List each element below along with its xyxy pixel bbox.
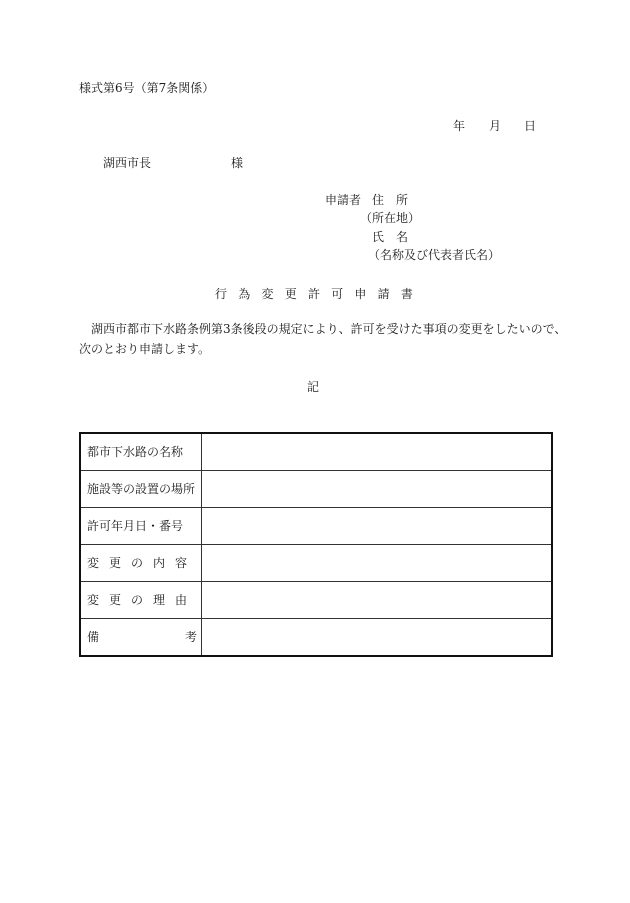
title-char: 書 <box>400 287 413 301</box>
title-char: 可 <box>331 287 344 301</box>
applicant-name-sub: （名称及び代表者氏名） <box>368 248 501 262</box>
row-label: 備 考 <box>80 619 202 657</box>
table-row <box>80 582 552 619</box>
applicant-role: 申請者 <box>325 193 362 207</box>
title-char: 許 <box>307 287 320 301</box>
addressee-name: 湖西市長 <box>103 156 152 170</box>
applicant-name-label: 氏 名 <box>372 230 409 244</box>
ki-marker: 記 <box>307 380 320 394</box>
date-year-label: 年 <box>453 119 466 133</box>
form-number: 様式第6号（第7条関係） <box>79 81 215 95</box>
table-row <box>80 619 552 657</box>
title-char: 申 <box>354 287 367 301</box>
document-title <box>215 288 413 300</box>
body-line-1: 湖西市都市下水路条例第3条後段の規定により、許可を受けた事項の変更をしたいので、 <box>91 322 567 336</box>
title-char: 変 <box>261 287 274 301</box>
table-row <box>80 508 552 545</box>
row-label: 都市下水路の名称 <box>80 433 202 471</box>
title-char: 行 <box>215 287 228 301</box>
row-value-field[interactable] <box>202 619 553 657</box>
table-row <box>80 545 552 582</box>
applicant-address-sub: （所在地） <box>360 211 421 225</box>
row-value-field[interactable] <box>202 582 553 619</box>
row-value-field[interactable] <box>202 433 553 471</box>
title-char: 更 <box>284 287 297 301</box>
row-label: 変 更 の 理 由 <box>80 582 202 619</box>
date-day-label: 日 <box>524 119 537 133</box>
application-table <box>79 432 553 657</box>
date-month-label: 月 <box>489 119 502 133</box>
title-char: 請 <box>377 287 390 301</box>
body-line-2: 次のとおり申請します。 <box>79 342 211 356</box>
applicant-address-label: 住 所 <box>372 193 409 207</box>
addressee-honorific: 様 <box>231 156 244 170</box>
title-char: 為 <box>238 287 251 301</box>
row-label: 許可年月日・番号 <box>80 508 202 545</box>
table-row <box>80 433 552 471</box>
table-row <box>80 471 552 508</box>
row-value-field[interactable] <box>202 471 553 508</box>
row-label: 施設等の設置の場所 <box>80 471 202 508</box>
row-value-field[interactable] <box>202 545 553 582</box>
row-value-field[interactable] <box>202 508 553 545</box>
row-label: 変 更 の 内 容 <box>80 545 202 582</box>
